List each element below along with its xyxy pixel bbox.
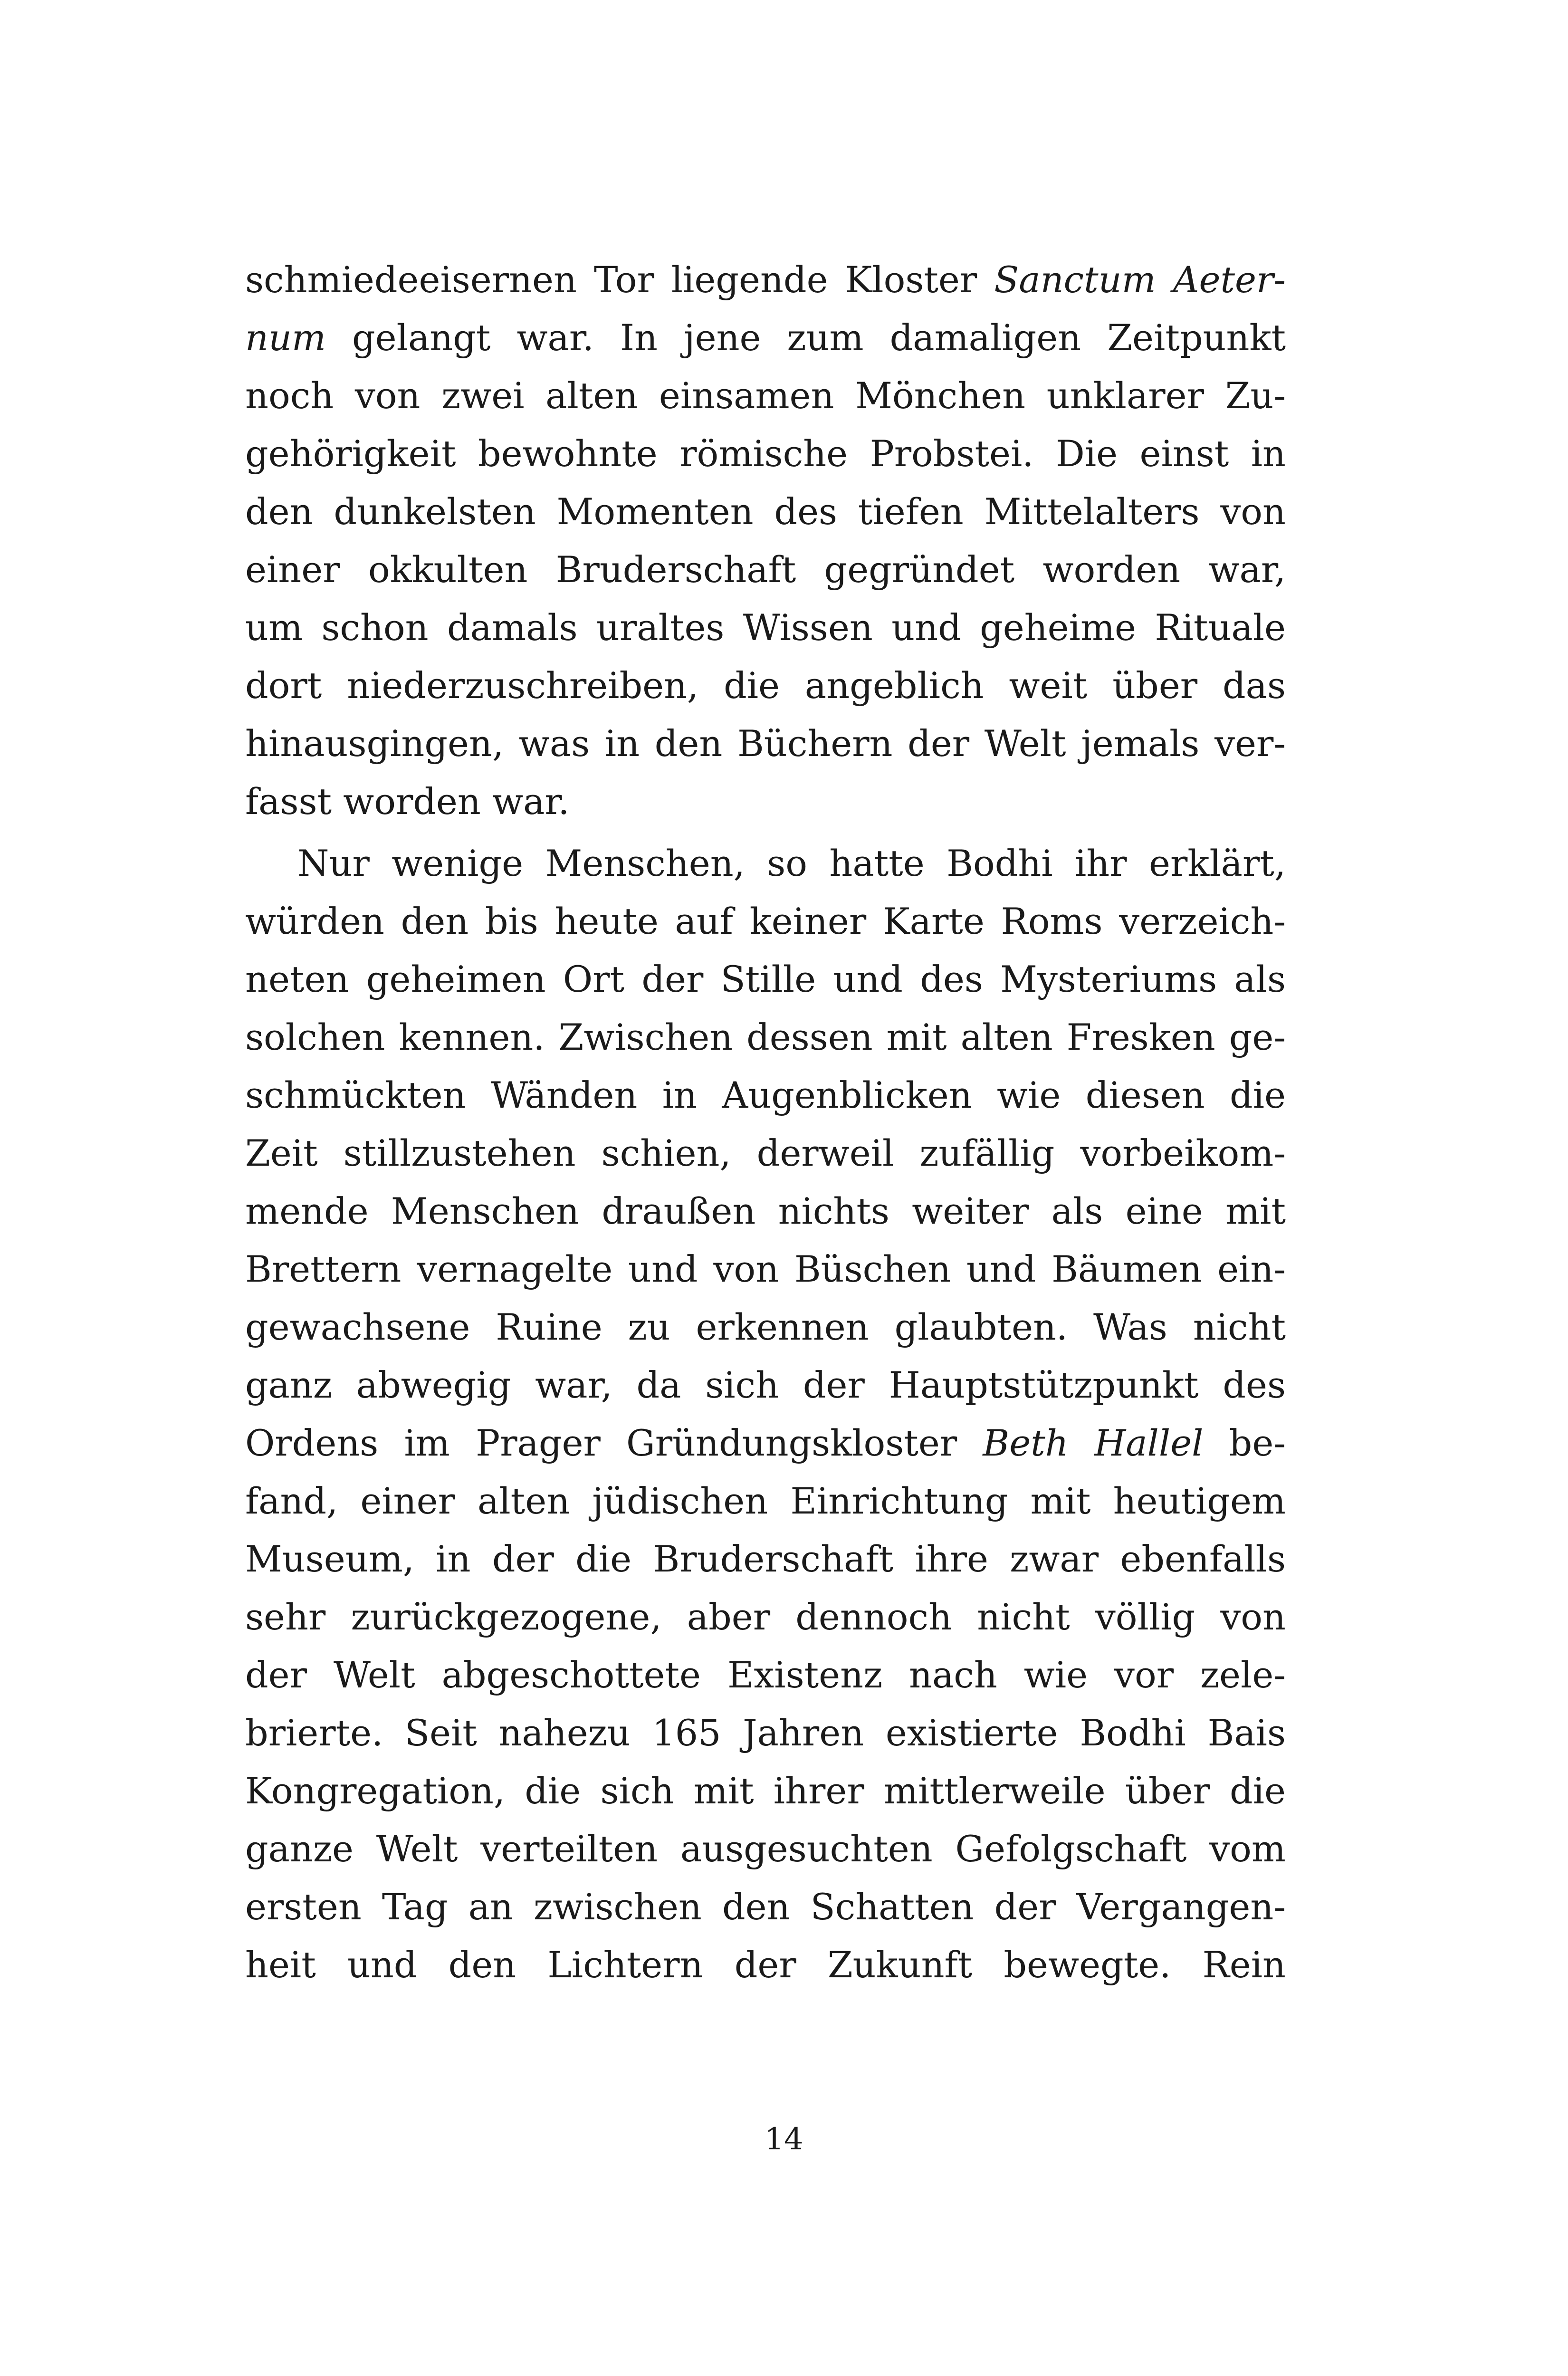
text-line: solchen kennen. Zwischen dessen mit alten Fresken ge- (245, 1016, 1286, 1058)
page-number: 14 (765, 2122, 803, 2157)
paragraph-1 (245, 251, 1286, 831)
text-line: noch von zwei alten einsamen Mönchen unklarer Zu- (245, 374, 1286, 417)
text-line: Nur wenige Menschen, so hatte Bodhi ihr erklärt, (297, 842, 1286, 884)
text-line: sehr zurückgezogene, aber dennoch nicht völlig von (245, 1596, 1286, 1638)
text-line: gehörigkeit bewohnte römische Probstei. Die einst in (245, 432, 1286, 475)
text-line: mende Menschen draußen nichts weiter als eine mit (245, 1190, 1286, 1232)
text-line: den dunkelsten Momenten des tiefen Mittelalters von (245, 490, 1286, 533)
text-line: heit und den Lichtern der Zukunft bewegte. Rein (245, 1944, 1286, 1986)
text-line: gewachsene Ruine zu erkennen glaubten. Was nicht (245, 1306, 1286, 1348)
text-line: ganze Welt verteilten ausgesuchten Gefolgschaft vom (245, 1828, 1286, 1870)
text-line: neten geheimen Ort der Stille und des Mysteriums als (245, 958, 1286, 1000)
text-line: ganz abwegig war, da sich der Hauptstützpunkt des (245, 1364, 1286, 1406)
text-line: um schon damals uraltes Wissen und geheime Rituale (245, 606, 1286, 649)
text-line: einer okkulten Bruderschaft gegründet worden war, (245, 548, 1286, 591)
text-line: fand, einer alten jüdischen Einrichtung mit heutigem (245, 1480, 1286, 1522)
paragraph-2 (245, 834, 1286, 1994)
text-line (245, 251, 1286, 309)
text-line: schmückten Wänden in Augenblicken wie diesen die (245, 1074, 1286, 1116)
text-line: Kongregation, die sich mit ihrer mittlerweile über die (245, 1770, 1286, 1812)
paragraph-gap (245, 831, 1286, 834)
text-line: Brettern vernagelte und von Büschen und Bäumen ein- (245, 1248, 1286, 1290)
text-line (245, 1414, 1286, 1472)
text-line: würden den bis heute auf keiner Karte Roms verzeich- (245, 900, 1286, 942)
italic-title: Beth Hallel (983, 1422, 1204, 1464)
italic-title: num (245, 316, 326, 359)
text-line: brierte. Seit nahezu 165 Jahren existierte Bodhi Bais (245, 1712, 1286, 1754)
text-line: hinausgingen, was in den Büchern der Welt jemals ver- (245, 722, 1286, 765)
text-line: dort niederzuschreiben, die angeblich weit über das (245, 664, 1286, 707)
italic-title: Sanctum Aeter- (994, 259, 1286, 301)
text-line: Zeit stillzustehen schien, derweil zufällig vorbeikom- (245, 1132, 1286, 1174)
text-line: Museum, in der die Bruderschaft ihre zwar ebenfalls (245, 1538, 1286, 1580)
text-span: schmiedeeisernen Tor liegende Kloster (245, 259, 994, 301)
body-text (245, 251, 1286, 1994)
text-span: be- (1203, 1422, 1286, 1464)
text-line: fasst worden war. (245, 780, 570, 823)
text-line: ersten Tag an zwischen den Schatten der Vergangen- (245, 1886, 1286, 1928)
text-span: gelangt war. In jene zum damaligen Zeitpunkt (325, 316, 1286, 359)
text-line: der Welt abgeschottete Existenz nach wie vor zele- (245, 1654, 1286, 1696)
text-line (245, 309, 1286, 367)
text-span: Ordens im Prager Gründungskloster (245, 1422, 983, 1464)
